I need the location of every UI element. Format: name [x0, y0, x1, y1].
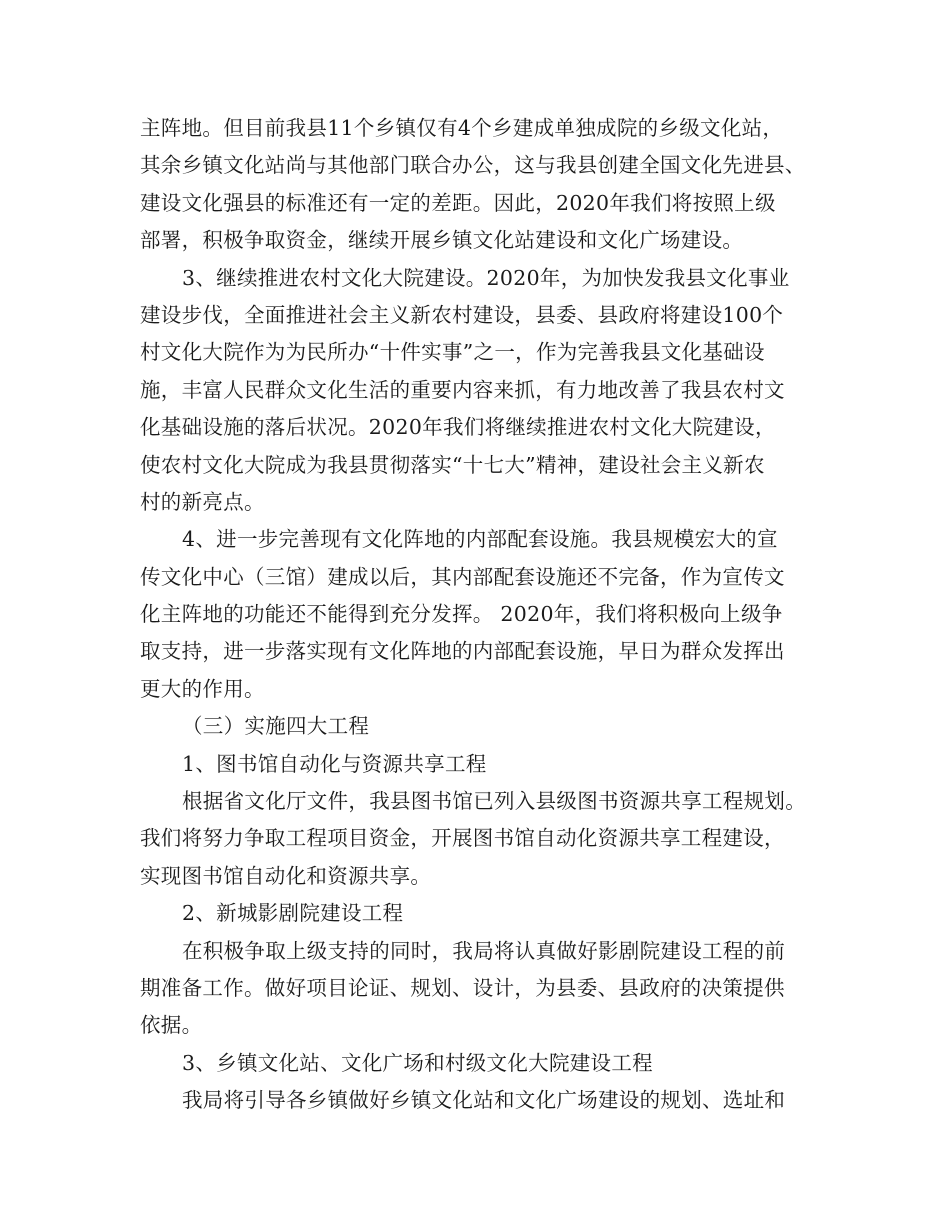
text-line: 我们将努力争取工程项目资金，开展图书馆自动化资源共享工程建设， [140, 826, 785, 851]
text-line: 化主阵地的功能还不能得到充分发挥。 2020年，我们将积极向上级争 [140, 602, 783, 627]
text-line: 建设步伐，全面推进社会主义新农村建设，县委、县政府将建设100个 [140, 302, 784, 327]
text-line: 村文化大院作为为民所办“十件实事”之一，作为完善我县文化基础设 [140, 340, 765, 365]
text-line: 期准备工作。做好项目论证、规划、设计，为县委、县政府的决策提供 [140, 975, 785, 1000]
text-line: 施，丰富人民群众文化生活的重要内容来抓，有力地改善了我县农村文 [140, 377, 785, 402]
document-body [140, 110, 820, 1120]
text-line: 根据省文化厅文件，我县图书馆已列入县级图书资源共享工程规划。 [182, 789, 806, 814]
text-line: 其余乡镇文化站尚与其他部门联合办公，这与我县创建全国文化先进县、 [140, 153, 806, 178]
text-line: 我局将引导各乡镇做好乡镇文化站和文化广场建设的规划、选址和 [182, 1088, 786, 1113]
text-line: 村的新亮点。 [140, 489, 265, 514]
text-line: 化基础设施的落后状况。2020年我们将继续推进农村文化大院建设， [140, 415, 776, 440]
section-heading: （三）实施四大工程 [182, 714, 370, 739]
subsection-heading: 2、新城影剧院建设工程 [182, 901, 404, 926]
text-line: 建设文化强县的标准还有一定的差距。因此，2020年我们将按照上级 [140, 190, 776, 215]
subsection-heading: 1、图书馆自动化与资源共享工程 [182, 751, 487, 776]
text-line: 3、继续推进农村文化大院建设。2020年，为加快发我县文化事业 [182, 265, 790, 290]
text-line: 取支持，进一步落实现有文化阵地的内部配套设施，早日为群众发挥出 [140, 639, 785, 664]
subsection-heading: 3、乡镇文化站、文化广场和村级文化大院建设工程 [182, 1050, 653, 1075]
text-line: 主阵地。但目前我县11个乡镇仅有4个乡建成单独成院的乡级文化站， [140, 116, 784, 140]
text-line: 依据。 [140, 1013, 203, 1038]
text-line: 实现图书馆自动化和资源共享。 [140, 863, 432, 888]
text-line: 4、进一步完善现有文化阵地的内部配套设施。我县规模宏大的宣 [182, 527, 778, 552]
text-line: 更大的作用。 [140, 676, 265, 701]
text-line: 传文化中心（三馆）建成以后，其内部配套设施还不完备，作为宣传文 [140, 564, 785, 589]
text-line: 使农村文化大院成为我县贯彻落实“十七大”精神，建设社会主义新农 [140, 452, 765, 477]
text-line: 部署，积极争取资金，继续开展乡镇文化站建设和文化广场建设。 [140, 228, 744, 253]
text-line: 在积极争取上级支持的同时，我局将认真做好影剧院建设工程的前 [182, 938, 786, 963]
